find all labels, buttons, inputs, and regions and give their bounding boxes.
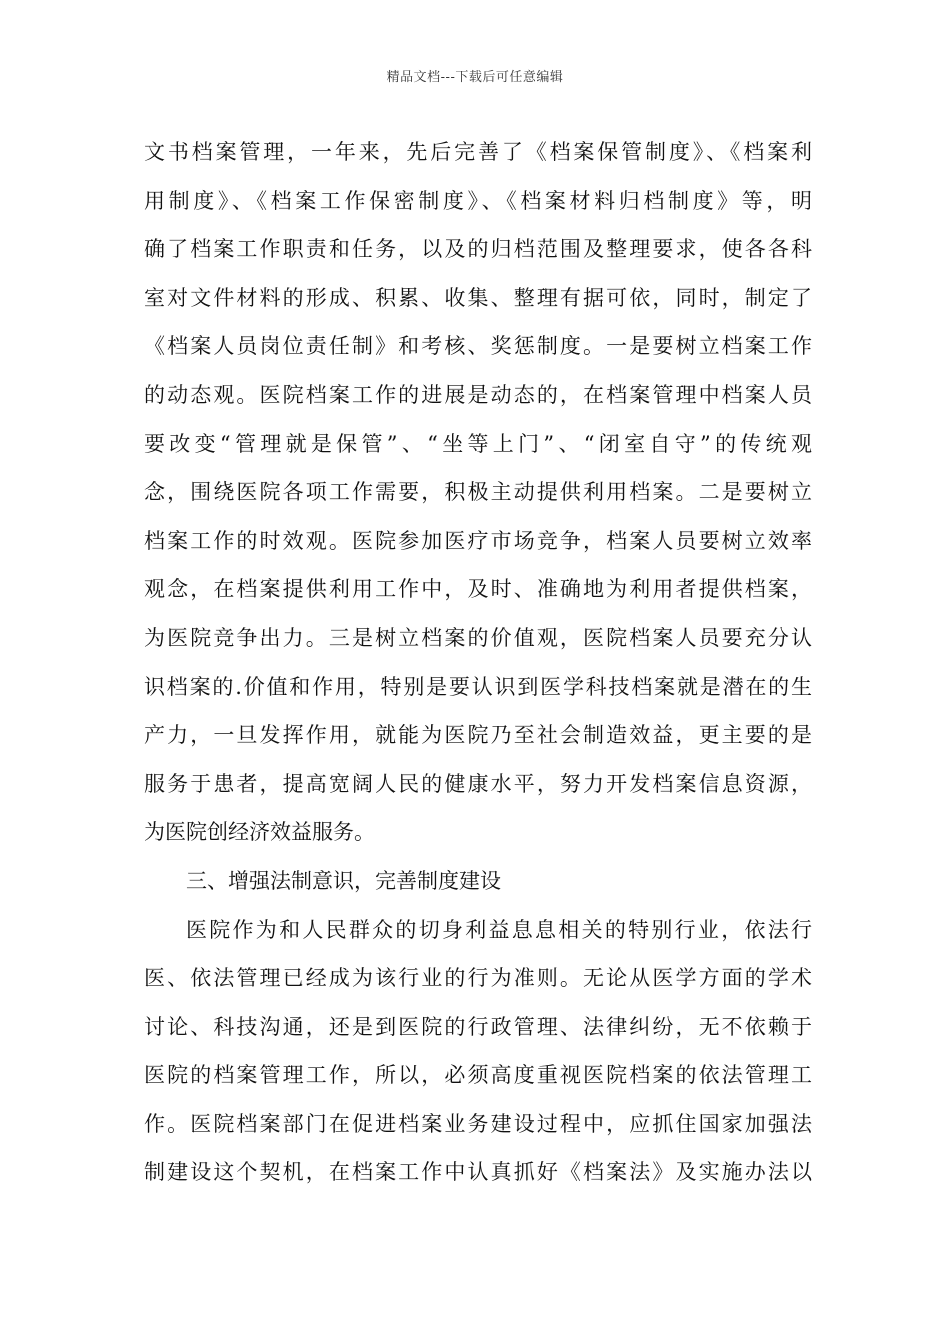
body-line: 要改变“管理就是保管”、“坐等上门”、“闭室自守”的传统观 bbox=[144, 431, 812, 456]
body-line: 《档案人员岗位责任制》和考核、奖惩制度。一是要树立档案工作 bbox=[144, 334, 812, 359]
body-line: 的动态观。医院档案工作的进展是动态的，在档案管理中档案人员 bbox=[144, 382, 812, 407]
body-line: 作。医院档案部门在促进档案业务建设过程中，应抓住国家加强法 bbox=[144, 1111, 812, 1136]
body-line: 确了档案工作职责和任务，以及的归档范围及整理要求，使各各科 bbox=[144, 237, 812, 262]
page-header: 精品文档---下载后可任意编辑 bbox=[386, 70, 564, 85]
body-line: 制建设这个契机，在档案工作中认真抓好《档案法》及实施办法以 bbox=[144, 1160, 812, 1185]
body-line: 室对文件材料的形成、积累、收集、整理有据可依，同时，制定了 bbox=[144, 285, 812, 310]
body-line: 医院的档案管理工作，所以，必须高度重视医院档案的依法管理工 bbox=[144, 1063, 812, 1088]
section-heading: 三、增强法制意识，完善制度建设 bbox=[186, 868, 501, 893]
body-line: 讨论、科技沟通，还是到医院的行政管理、法律纠纷，无不依赖于 bbox=[144, 1014, 812, 1039]
body-line: 念，围绕医院各项工作需要，积极主动提供利用档案。二是要树立 bbox=[144, 480, 812, 505]
body-line: 医、依法管理已经成为该行业的行为准则。无论从医学方面的学术 bbox=[144, 966, 812, 991]
body-line: 档案工作的时效观。医院参加医疗市场竞争，档案人员要树立效率 bbox=[144, 528, 812, 553]
body-line: 用制度》、《档案工作保密制度》、《档案材料归档制度》等，明 bbox=[144, 188, 812, 213]
body-line: 识档案的.价值和作用，特别是要认识到医学科技档案就是潜在的生 bbox=[144, 674, 812, 699]
body-line: 为医院创经济效益服务。 bbox=[144, 820, 375, 845]
body-line: 为医院竞争出力。三是树立档案的价值观，医院档案人员要充分认 bbox=[144, 625, 812, 650]
body-line: 医院作为和人民群众的切身利益息息相关的特别行业，依法行 bbox=[186, 917, 812, 942]
document-body bbox=[144, 128, 812, 1197]
body-line: 文书档案管理，一年来，先后完善了《档案保管制度》、《档案利 bbox=[144, 140, 812, 164]
body-line: 服务于患者，提高宽阔人民的健康水平，努力开发档案信息资源， bbox=[144, 771, 812, 796]
body-line: 产力，一旦发挥作用，就能为医院乃至社会制造效益，更主要的是 bbox=[144, 723, 812, 748]
body-line: 观念，在档案提供利用工作中，及时、准确地为利用者提供档案， bbox=[144, 577, 812, 602]
